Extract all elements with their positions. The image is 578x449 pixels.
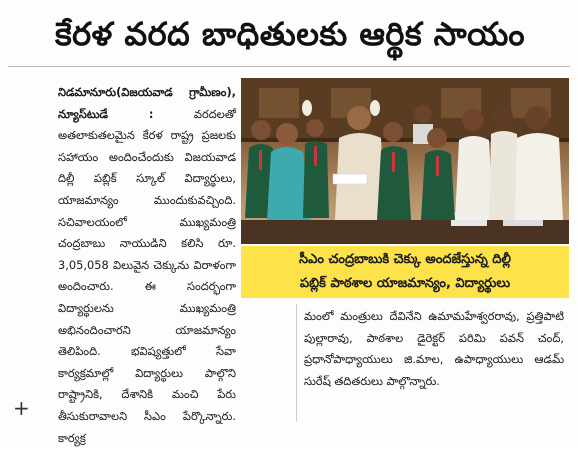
article-column-right xyxy=(304,306,564,424)
article-column-left xyxy=(58,82,236,445)
photo-caption xyxy=(241,246,569,298)
column-divider xyxy=(296,304,297,422)
caption-line: పబ్లిక్ పాఠశాల యాజమాన్యం, విద్యార్థులు xyxy=(299,276,511,291)
headline: కేరళ వరద బాధితులకు ఆర్థిక సాయం xyxy=(54,15,526,53)
article-body-left: వరదలతో అతలాకుతలమైన కేరళ రాష్ట్ర ప్రజలకు సహాయం అందించేందుకు విజయవాడ దిల్లీ పబ్లిక్ స్కూల్ విద్యార్థులు, యాజమాన్యం ముందుకువచ్చింది. సచివాలయంలో ముఖ్యమంత్రి చంద్రబాబు నాయుడిని కలిసి రూ. 3,05,058 విలువైన చెక్కును విరాళంగా అందించారు. ఈ సందర్భంగా విద్యార్థులను ముఖ్యమంత్రి అభినందించారని యాజమాన్యం తెలిపింది. భవిష్యత్తులో సేవా కార్యక్రమాల్లో విద్యార్థులు పాల్గొని రాష్ట్రానికి, దేశానికి మంచి పేరు తీసుకురావాలని సీఎం పేర్కొన్నారు. కార్యక్ర xyxy=(58,106,236,445)
dateline: నిడమానూరు(విజయవాడ గ్రామీణం), న్యూస్‌టుడే : xyxy=(58,85,236,121)
headline-rule xyxy=(8,66,570,67)
crop-mark-plus-icon: + xyxy=(13,396,30,420)
article-body-right: మంలో మంత్రులు దేవినేని ఉమామహేశ్వరరావు, ప్రత్తిపాటి పుల్లారావు, పాఠశాల డైరెక్టర్ పరిమి పవన్ చంద్, ప్రధానోపాధ్యాయులు జి.మాల, ఉపాధ్యాయులు ఆడమ్ సురేష్ తదితరులు పాల్గొన్నారు. xyxy=(304,309,564,388)
news-photo xyxy=(241,78,569,244)
article-paragraph xyxy=(58,82,236,449)
caption-line: సీఎం చంద్రబాబుకి చెక్కు అందజేస్తున్న దిల్లీ xyxy=(299,252,511,267)
